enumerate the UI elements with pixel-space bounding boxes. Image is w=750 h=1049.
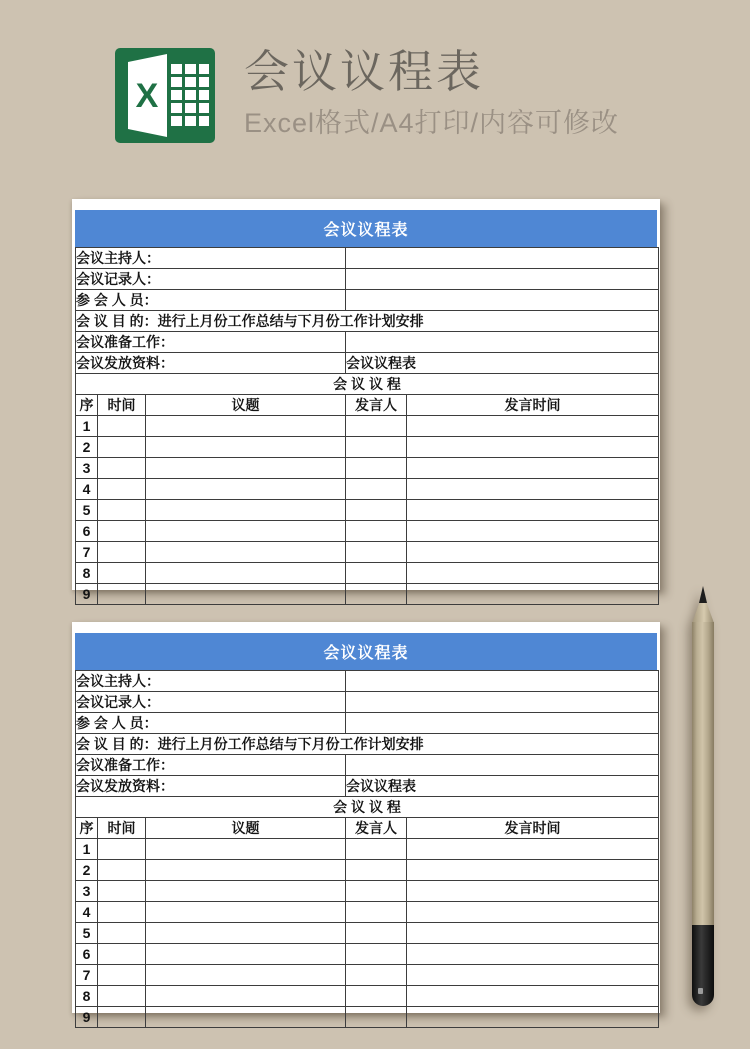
empty-cell: [98, 458, 146, 479]
empty-cell: [98, 839, 146, 860]
info-row: [76, 248, 659, 269]
agenda-row: [76, 839, 659, 860]
info-value-cell: 会议议程表: [346, 353, 659, 374]
info-label-cell: 会议记录人：: [76, 269, 346, 290]
agenda-row: [76, 860, 659, 881]
info-value-cell: [346, 713, 659, 734]
row-number-cell: 3: [76, 458, 98, 479]
info-value-cell: 会议议程表: [346, 776, 659, 797]
empty-cell: [98, 521, 146, 542]
empty-cell: [407, 1007, 659, 1028]
empty-cell: [146, 965, 346, 986]
empty-cell: [407, 944, 659, 965]
empty-cell: [98, 542, 146, 563]
agenda-row: [76, 923, 659, 944]
section-title-cell: 会 议 议 程: [76, 797, 659, 818]
agenda-row: [76, 563, 659, 584]
empty-cell: [407, 860, 659, 881]
empty-cell: [146, 881, 346, 902]
empty-cell: [346, 416, 407, 437]
agenda-table: [75, 247, 659, 605]
empty-cell: [98, 923, 146, 944]
empty-cell: [98, 479, 146, 500]
agenda-header-row: [76, 818, 659, 839]
pencil: [692, 586, 714, 1006]
sheet-title-text: 会议议程表: [323, 222, 409, 239]
row-number-cell: 1: [76, 416, 98, 437]
info-row: [76, 671, 659, 692]
info-row: [76, 734, 659, 755]
row-number-cell: 1: [76, 839, 98, 860]
empty-cell: [98, 437, 146, 458]
empty-cell: [346, 563, 407, 584]
agenda-table: [75, 670, 659, 1028]
empty-cell: [407, 563, 659, 584]
empty-cell: [346, 458, 407, 479]
info-label-cell: 会议准备工作：: [76, 755, 346, 776]
spreadsheet-page-2: [72, 622, 660, 1025]
info-row: [76, 755, 659, 776]
row-number-cell: 4: [76, 479, 98, 500]
pencil-end-cap: [692, 925, 714, 1006]
agenda-header-row: [76, 395, 659, 416]
empty-cell: [407, 542, 659, 563]
info-label-cell: 会议记录人：: [76, 692, 346, 713]
col-header-speak-time: 发言时间: [407, 818, 659, 839]
info-value-cell: [346, 332, 659, 353]
section-title-row: [76, 797, 659, 818]
empty-cell: [346, 923, 407, 944]
info-value-cell: [346, 290, 659, 311]
info-value-cell: [346, 755, 659, 776]
row-number-cell: 5: [76, 923, 98, 944]
info-value-cell: [346, 671, 659, 692]
empty-cell: [346, 944, 407, 965]
empty-cell: [98, 584, 146, 605]
empty-cell: [146, 923, 346, 944]
agenda-row-cut: [76, 584, 659, 605]
empty-cell: [407, 923, 659, 944]
empty-cell: [146, 902, 346, 923]
empty-cell: [346, 860, 407, 881]
empty-cell: [407, 437, 659, 458]
agenda-row: [76, 500, 659, 521]
sheet-title-bar: [75, 210, 657, 247]
row-number-cell: 6: [76, 944, 98, 965]
empty-cell: [407, 479, 659, 500]
info-row: [76, 269, 659, 290]
agenda-row: [76, 902, 659, 923]
row-number-cell: 7: [76, 542, 98, 563]
row-number-cell: 8: [76, 563, 98, 584]
empty-cell: [407, 584, 659, 605]
empty-cell: [407, 521, 659, 542]
pencil-shaft: [692, 622, 714, 926]
col-header-topic: 议题: [146, 395, 346, 416]
col-header-index: 序: [76, 395, 98, 416]
info-row: [76, 692, 659, 713]
empty-cell: [407, 500, 659, 521]
empty-cell: [146, 416, 346, 437]
info-row: [76, 290, 659, 311]
info-row: [76, 353, 659, 374]
empty-cell: [98, 881, 146, 902]
col-header-time: 时间: [98, 818, 146, 839]
sheet-clip-1: [75, 210, 657, 602]
empty-cell: [98, 416, 146, 437]
empty-cell: [346, 437, 407, 458]
empty-cell: [407, 965, 659, 986]
col-header-topic: 议题: [146, 818, 346, 839]
agenda-row: [76, 986, 659, 1007]
empty-cell: [146, 437, 346, 458]
empty-cell: [98, 902, 146, 923]
info-fullwidth-cell: [76, 311, 659, 332]
info-row: [76, 776, 659, 797]
empty-cell: [146, 986, 346, 1007]
info-label-cell: 参 会 人 员：: [76, 713, 346, 734]
empty-cell: [346, 584, 407, 605]
info-label-cell: 会议发放资料：: [76, 776, 346, 797]
info-value-cell: [346, 692, 659, 713]
row-number-cell: 2: [76, 860, 98, 881]
info-label-cell: 会议发放资料：: [76, 353, 346, 374]
empty-cell: [407, 839, 659, 860]
empty-cell: [346, 881, 407, 902]
empty-cell: [98, 563, 146, 584]
page-subtitle: Excel格式/A4打印/内容可修改: [244, 108, 620, 138]
info-label: 会 议 目 的：: [76, 313, 158, 329]
empty-cell: [146, 542, 346, 563]
col-header-time: 时间: [98, 395, 146, 416]
row-number-cell: 9: [76, 584, 98, 605]
pencil-lead-tip: [699, 586, 707, 603]
empty-cell: [146, 521, 346, 542]
empty-cell: [346, 479, 407, 500]
empty-cell: [407, 986, 659, 1007]
empty-cell: [98, 860, 146, 881]
row-number-cell: 8: [76, 986, 98, 1007]
empty-cell: [146, 500, 346, 521]
empty-cell: [146, 479, 346, 500]
row-number-cell: 2: [76, 437, 98, 458]
agenda-row: [76, 542, 659, 563]
info-value-cell: [346, 269, 659, 290]
empty-cell: [407, 416, 659, 437]
info-label-cell: 会议主持人：: [76, 671, 346, 692]
section-title-row: [76, 374, 659, 395]
empty-cell: [98, 944, 146, 965]
info-label: 会 议 目 的：: [76, 736, 158, 752]
col-header-index: 序: [76, 818, 98, 839]
empty-cell: [346, 500, 407, 521]
info-value: 进行上月份工作总结与下月份工作计划安排: [157, 313, 424, 329]
sheet-title-text: 会议议程表: [323, 645, 409, 662]
info-row: [76, 311, 659, 332]
empty-cell: [146, 458, 346, 479]
info-value: 进行上月份工作总结与下月份工作计划安排: [157, 736, 424, 752]
empty-cell: [146, 839, 346, 860]
empty-cell: [346, 521, 407, 542]
empty-cell: [346, 839, 407, 860]
section-title-cell: 会 议 议 程: [76, 374, 659, 395]
row-number-cell: 9: [76, 1007, 98, 1028]
agenda-row: [76, 944, 659, 965]
empty-cell: [98, 986, 146, 1007]
agenda-row: [76, 521, 659, 542]
empty-cell: [146, 584, 346, 605]
empty-cell: [346, 542, 407, 563]
agenda-row: [76, 437, 659, 458]
agenda-row: [76, 881, 659, 902]
agenda-row: [76, 458, 659, 479]
empty-cell: [407, 881, 659, 902]
info-label-cell: 参 会 人 员：: [76, 290, 346, 311]
empty-cell: [98, 500, 146, 521]
info-row: [76, 713, 659, 734]
col-header-speaker: 发言人: [346, 395, 407, 416]
empty-cell: [346, 986, 407, 1007]
svg-text:X: X: [135, 77, 159, 115]
empty-cell: [346, 965, 407, 986]
empty-cell: [407, 902, 659, 923]
row-number-cell: 4: [76, 902, 98, 923]
row-number-cell: 6: [76, 521, 98, 542]
pencil-glint: [698, 988, 703, 994]
sheet-clip-2: [75, 633, 657, 1025]
info-value-cell: [346, 248, 659, 269]
row-number-cell: 5: [76, 500, 98, 521]
excel-icon: [115, 48, 215, 143]
agenda-row: [76, 965, 659, 986]
info-row: [76, 332, 659, 353]
empty-cell: [98, 965, 146, 986]
info-label-cell: 会议主持人：: [76, 248, 346, 269]
agenda-row: [76, 479, 659, 500]
empty-cell: [146, 1007, 346, 1028]
info-fullwidth-cell: [76, 734, 659, 755]
col-header-speaker: 发言人: [346, 818, 407, 839]
empty-cell: [146, 944, 346, 965]
empty-cell: [346, 1007, 407, 1028]
empty-cell: [98, 1007, 146, 1028]
empty-cell: [407, 458, 659, 479]
empty-cell: [146, 563, 346, 584]
empty-cell: [346, 902, 407, 923]
spreadsheet-page-1: [72, 199, 660, 602]
row-number-cell: 3: [76, 881, 98, 902]
excel-logo-graphic: [115, 48, 215, 143]
agenda-row: [76, 416, 659, 437]
sheet-title-bar: [75, 633, 657, 670]
agenda-row-cut: [76, 1007, 659, 1028]
page-title: 会议议程表: [244, 46, 485, 97]
info-label-cell: 会议准备工作：: [76, 332, 346, 353]
col-header-speak-time: 发言时间: [407, 395, 659, 416]
empty-cell: [146, 860, 346, 881]
row-number-cell: 7: [76, 965, 98, 986]
